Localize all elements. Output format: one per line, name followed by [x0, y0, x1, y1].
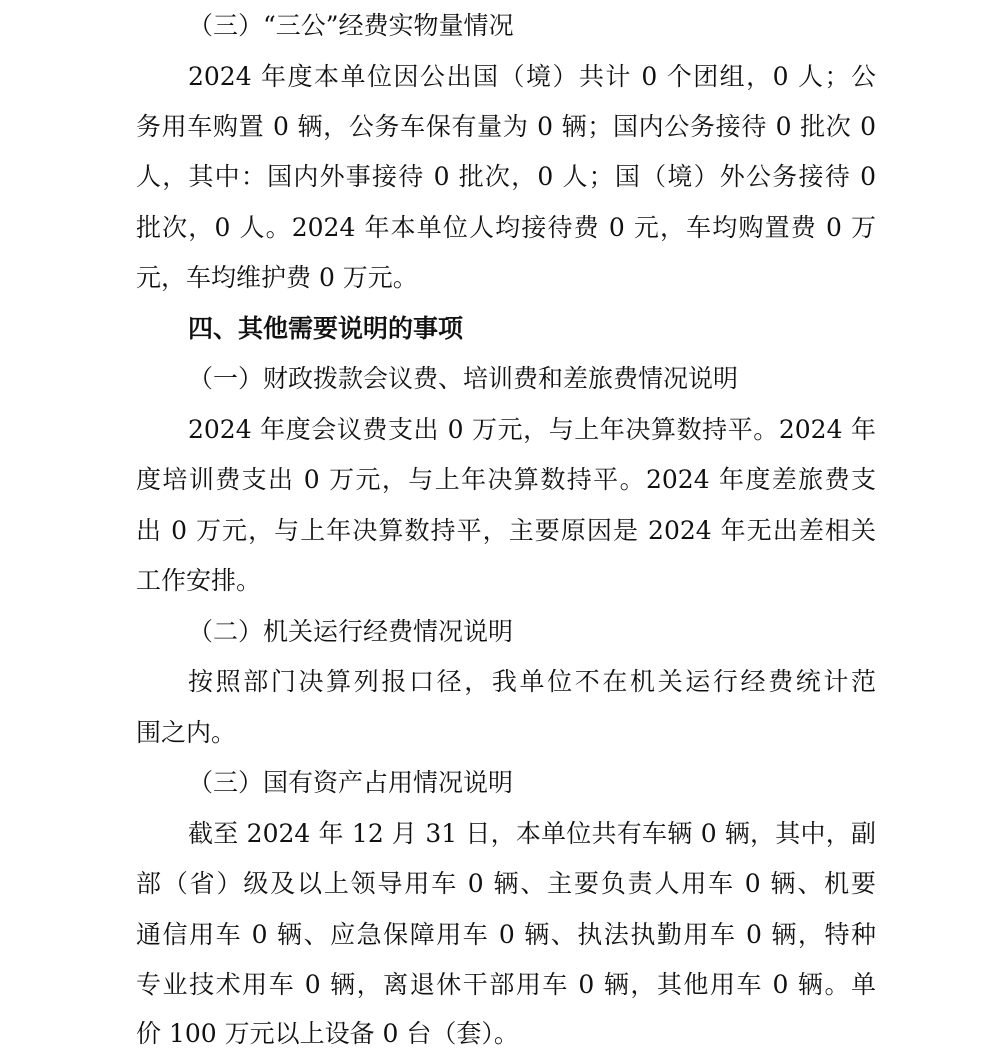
- paragraph-line: 批次，0 人。2024 年本单位人均接待费 0 元，车均购置费 0 万: [136, 213, 876, 242]
- subsection-heading: （二）机关运行经费情况说明: [188, 617, 514, 646]
- paragraph-line: 2024 年度会议费支出 0 万元，与上年决算数持平。2024 年: [188, 415, 876, 444]
- paragraph-line: 元，车均维护费 0 万元。: [136, 263, 418, 292]
- paragraph-line: 截至 2024 年 12 月 31 日，本单位共有车辆 0 辆，其中，副: [188, 819, 876, 848]
- section-heading: 四、其他需要说明的事项: [188, 314, 464, 343]
- paragraph-line: 2024 年度本单位因公出国（境）共计 0 个团组，0 人；公: [188, 62, 876, 91]
- paragraph-line: 务用车购置 0 辆，公务车保有量为 0 辆；国内公务接待 0 批次 0: [136, 112, 876, 141]
- paragraph-line: 人，其中：国内外事接待 0 批次，0 人；国（境）外公务接待 0: [136, 162, 876, 191]
- paragraph-line: 出 0 万元，与上年决算数持平，主要原因是 2024 年无出差相关: [136, 516, 876, 545]
- paragraph-line: 围之内。: [136, 718, 237, 747]
- subsection-heading: （一）财政拨款会议费、培训费和差旅费情况说明: [188, 364, 739, 393]
- subsection-heading: （三）“三公”经费实物量情况: [188, 11, 514, 40]
- paragraph-line: 度培训费支出 0 万元，与上年决算数持平。2024 年度差旅费支: [136, 465, 876, 494]
- paragraph-line: 按照部门决算列报口径，我单位不在机关运行经费统计范: [188, 667, 876, 696]
- paragraph-line: 部（省）级及以上领导用车 0 辆、主要负责人用车 0 辆、机要: [136, 869, 876, 898]
- paragraph-line: 价 100 万元以上设备 0 台（套）。: [136, 1019, 519, 1048]
- paragraph-line: 工作安排。: [136, 566, 262, 595]
- paragraph-line: 通信用车 0 辆、应急保障用车 0 辆、执法执勤用车 0 辆，特种: [136, 920, 876, 949]
- paragraph-line: 专业技术用车 0 辆，离退休干部用车 0 辆，其他用车 0 辆。单: [136, 970, 876, 999]
- subsection-heading: （三）国有资产占用情况说明: [188, 768, 514, 797]
